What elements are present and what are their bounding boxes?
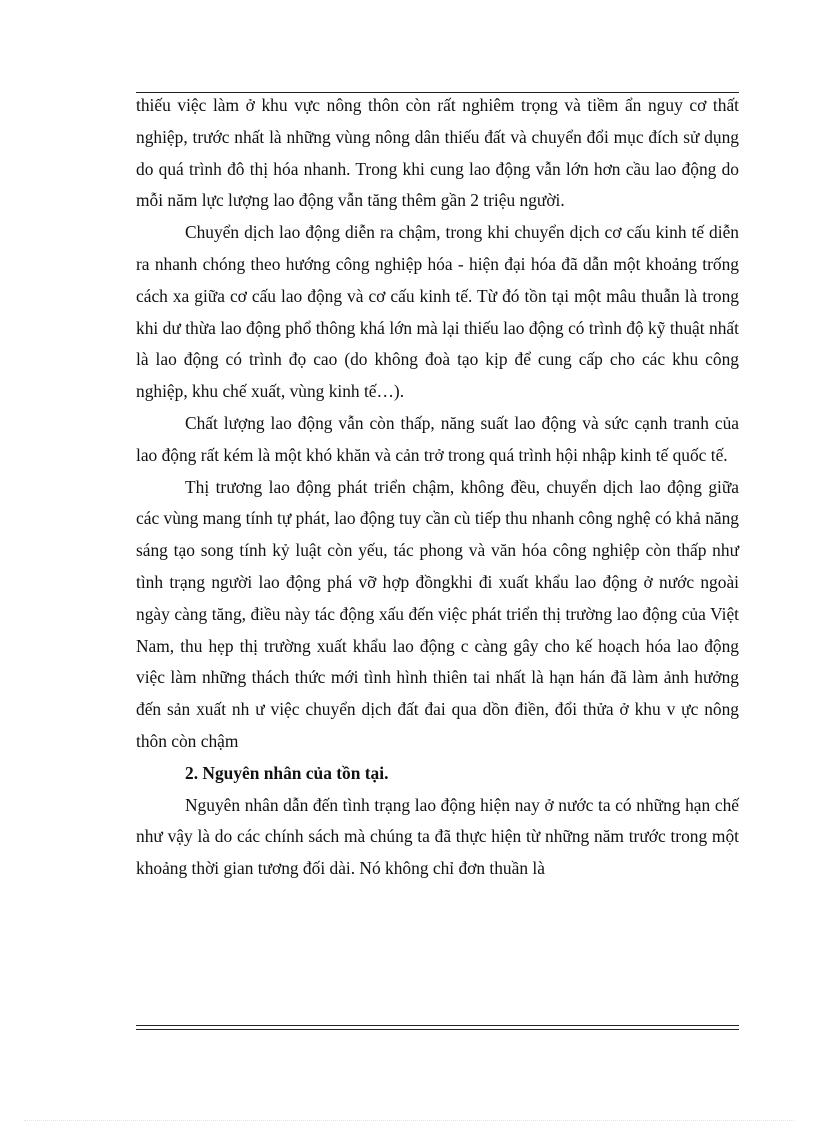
paragraph-continuation: thiếu việc làm ở khu vực nông thôn còn rất nghiêm trọng và tiềm ẩn nguy cơ thất nghiệp, trước nhất là những vùng nông dân thiếu đất và chuyển đổi mục đích sử dụng do quá trình đô thị hóa nhanh. Trong khi cung lao động vẫn lớn hơn cầu lao động do mỗi năm lực lượng lao động vẫn tăng thêm gần 2 triệu người. xyxy=(136,95,739,211)
footer-double-rule xyxy=(136,1025,739,1030)
paragraph-labor-quality: Chất lượng lao động vẫn còn thấp, năng suất lao động và sức cạnh tranh của lao động rất kém là một khó khăn và cản trở trong quá trình hội nhập kinh tế quốc tế. xyxy=(136,412,739,465)
page-body xyxy=(136,90,739,885)
paragraph-labor-market: Thị trương lao động phát triển chậm, không đều, chuyển dịch lao động giữa các vùng mang tính tự phát, lao động tuy cần cù tiếp thu nhanh công nghệ có khả năng sáng tạo song tính kỷ luật còn yếu, tác phong và văn hóa công nghiệp còn thấp như tình trạng người lao động phá vỡ hợp đồngkhi đi xuất khẩu lao động ở nước ngoài ngày càng tăng, điều này tác động xấu đến việc phát triển thị trường lao động của Việt Nam, thu hẹp thị trường xuất khẩu lao động c càng gây cho kế hoạch hóa lao động việc làm những thách thức mới tình hình thiên tai nhất là hạn hán đã làm ảnh hưởng đến sản xuất nh ư việc chuyển dịch đất đai qua dồn điền, đổi thửa ở khu v ực nông thôn còn chậm xyxy=(136,476,739,751)
paragraph-labor-shift: Chuyển dịch lao động diễn ra chậm, trong khi chuyển dịch cơ cấu kinh tế diễn ra nhanh chóng theo hướng công nghiệp hóa - hiện đại hóa đã dẫn một khoảng trống cách xa giữa cơ cấu lao động và cơ cấu kinh tế. Từ đó tồn tại một mâu thuẫn là trong khi dư thừa lao động phổ thông khá lớn mà lại thiếu lao động có trình độ kỹ thuật nhất là lao động có trình đọ cao (do không đoà tạo kịp để cung cấp cho các khu công nghiệp, khu chế xuất, vùng kinh tế…). xyxy=(136,222,739,402)
paragraph-causes: Nguyên nhân dẫn đến tình trạng lao động hiện nay ở nước ta có những hạn chế như vậy là do các chính sách mà chúng ta đã thực hiện từ những năm trước trong một khoảng thời gian tương đối dài. Nó không chỉ đơn thuần là xyxy=(136,794,739,879)
page-edge-dotted-line xyxy=(24,1120,794,1121)
section-heading: 2. Nguyên nhân của tồn tại. xyxy=(185,762,389,783)
